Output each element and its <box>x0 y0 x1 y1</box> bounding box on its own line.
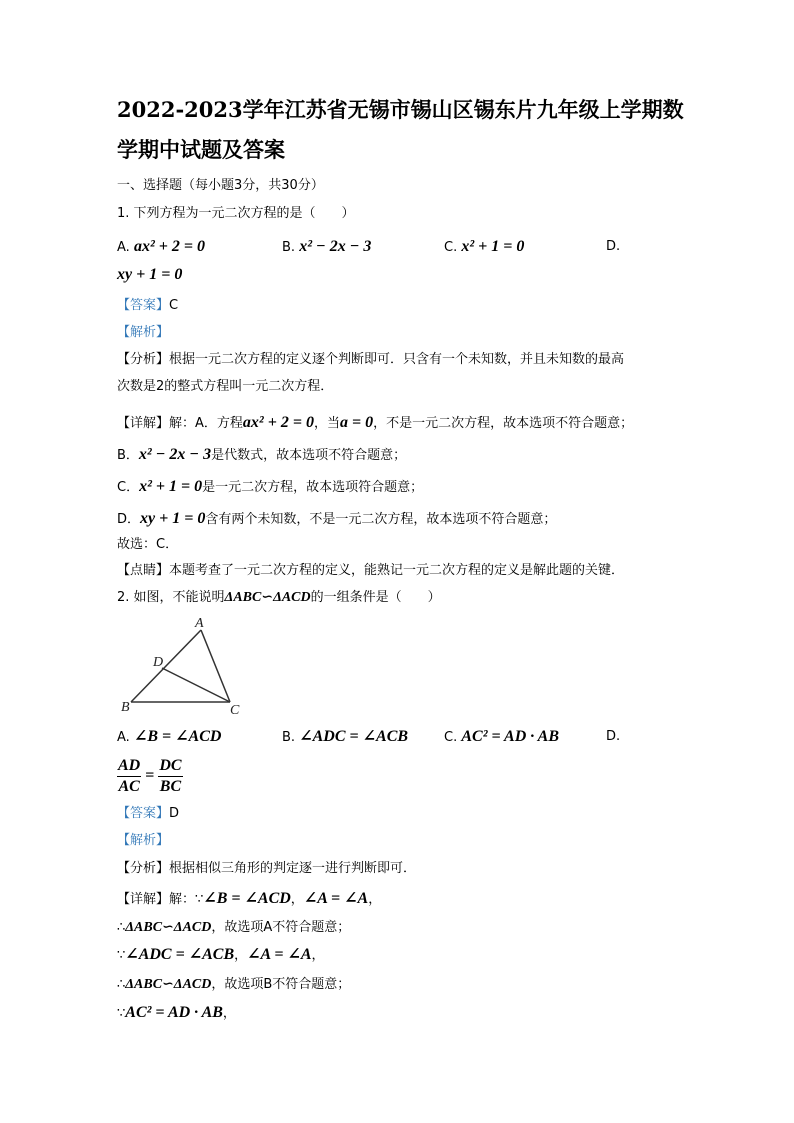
q1-options <box>117 238 677 258</box>
doc-title-line1: 2022-2023学年江苏省无锡市锡山区锡东片九年级上学期数 <box>117 97 684 122</box>
q1-choose: 故选：C． <box>117 537 179 552</box>
side-ac <box>201 630 230 702</box>
doc-title-line2: 学期中试题及答案 <box>117 137 285 162</box>
q1-option-d-label: D. <box>606 239 621 254</box>
text: ， <box>368 892 382 907</box>
math: x² + 1 = 0 <box>139 478 203 495</box>
math: xy + 1 = 0 <box>140 510 206 527</box>
q1-option-c-label: C. <box>444 240 458 255</box>
q1-fenxi-1: 根据一元二次方程的定义逐个判断即可．只含有一个未知数，并且未知数的最高 <box>169 352 625 367</box>
q2-stem: 的一组条件是（ ） <box>310 590 441 605</box>
q2-options <box>117 728 677 748</box>
math: ∠ADC = ∠ACB <box>125 946 235 963</box>
math: ΔABC∽ΔACD <box>125 920 212 935</box>
q2-option-c: AC² = AD · AB <box>461 728 559 745</box>
answer-tag: 【答案】 <box>117 298 170 313</box>
q2-option-a: ∠B = ∠ACD <box>133 728 222 745</box>
text: ∵ <box>117 948 126 963</box>
text: D． <box>117 512 141 527</box>
math: ∠A = ∠A <box>247 946 312 963</box>
q2-option-b: ∠ADC = ∠ACB <box>299 728 409 745</box>
xiangjie-tag: 【详解】 <box>117 892 170 907</box>
text: ， <box>290 892 304 907</box>
vertex-label-c: C <box>230 703 240 717</box>
q2-option-d <box>117 756 183 797</box>
q2-option-a-label: A. <box>117 730 130 745</box>
text: 是一元二次方程，故本选项符合题意； <box>202 480 424 495</box>
segment-dc <box>162 668 230 702</box>
q1-option-c: x² + 1 = 0 <box>461 238 525 255</box>
text: ∵ <box>117 1006 126 1021</box>
q2-option-b-label: B. <box>282 730 296 745</box>
math: ∠A = ∠A <box>303 890 369 907</box>
text: ∴ <box>117 920 126 935</box>
dianjing-tag: 【点睛】 <box>117 563 170 578</box>
text: ， <box>234 948 248 963</box>
q1-option-a-label: A. <box>117 240 130 255</box>
numerator: AD <box>117 756 141 777</box>
q1-dianjing: 本题考查了一元二次方程的定义，能熟记一元二次方程的定义是解此题的关键． <box>169 563 625 578</box>
text: 含有两个未知数，不是一元二次方程，故本选项不符合题意； <box>205 512 557 527</box>
fenxi-tag: 【分析】 <box>117 861 170 876</box>
section-heading: 一、选择题（每小题3分，共30分） <box>117 178 324 193</box>
text: ，当 <box>313 416 340 431</box>
vertex-label-d: D <box>153 655 164 670</box>
math: a = 0 <box>339 414 374 431</box>
math: ax² + 2 = 0 <box>242 414 314 431</box>
text: ∴ <box>117 977 126 992</box>
math: AC² = AD · AB <box>125 1004 223 1021</box>
q1-fenxi-2: 次数是2的整式方程叫一元二次方程． <box>117 379 334 394</box>
text: ， <box>222 1006 236 1021</box>
numerator: DC <box>158 756 182 777</box>
math: ΔABC∽ΔACD <box>125 977 212 992</box>
triangle-figure <box>115 612 245 717</box>
q1-option-b-label: B. <box>282 240 296 255</box>
xiangjie-tag: 【详解】 <box>117 416 170 431</box>
text: 解：A．方程 <box>169 416 243 431</box>
side-ab <box>131 630 201 702</box>
vertex-label-a: A <box>195 616 204 631</box>
q2-stem: 2. 如图，不能说明 <box>117 590 225 605</box>
text: 解：∵ <box>169 892 204 907</box>
analysis-tag: 【解析】 <box>117 325 170 340</box>
math: ∠B = ∠ACD <box>203 890 291 907</box>
analysis-tag: 【解析】 <box>117 833 170 848</box>
text: ， <box>311 948 325 963</box>
denominator: BC <box>159 778 182 795</box>
text: B． <box>117 448 139 463</box>
q2-fenxi: 根据相似三角形的判定逐一进行判断即可． <box>169 861 417 876</box>
text: ，故选项A不符合题意； <box>211 920 351 935</box>
answer-tag: 【答案】 <box>117 806 170 821</box>
text: ，不是一元二次方程，故本选项不符合题意； <box>373 416 634 431</box>
text: C． <box>117 480 140 495</box>
equals: = <box>145 767 155 785</box>
text: 是代数式，故本选项不符合题意； <box>211 448 407 463</box>
q2-option-d-label: D. <box>606 729 621 744</box>
q1-option-d: xy + 1 = 0 <box>117 266 183 283</box>
vertex-label-b: B <box>121 700 130 715</box>
denominator: AC <box>118 778 140 795</box>
q2-option-c-label: C. <box>444 730 458 745</box>
fenxi-tag: 【分析】 <box>117 352 170 367</box>
q1-stem: 1. 下列方程为一元二次方程的是（ ） <box>117 206 355 221</box>
q1-answer: C <box>169 298 179 313</box>
q1-option-a: ax² + 2 = 0 <box>133 238 205 255</box>
q2-answer: D <box>169 806 180 821</box>
q1-option-b: x² − 2x − 3 <box>299 238 372 255</box>
math: ΔABC∽ΔACD <box>224 590 311 605</box>
text: ，故选项B不符合题意； <box>211 977 351 992</box>
math: x² − 2x − 3 <box>138 446 212 463</box>
